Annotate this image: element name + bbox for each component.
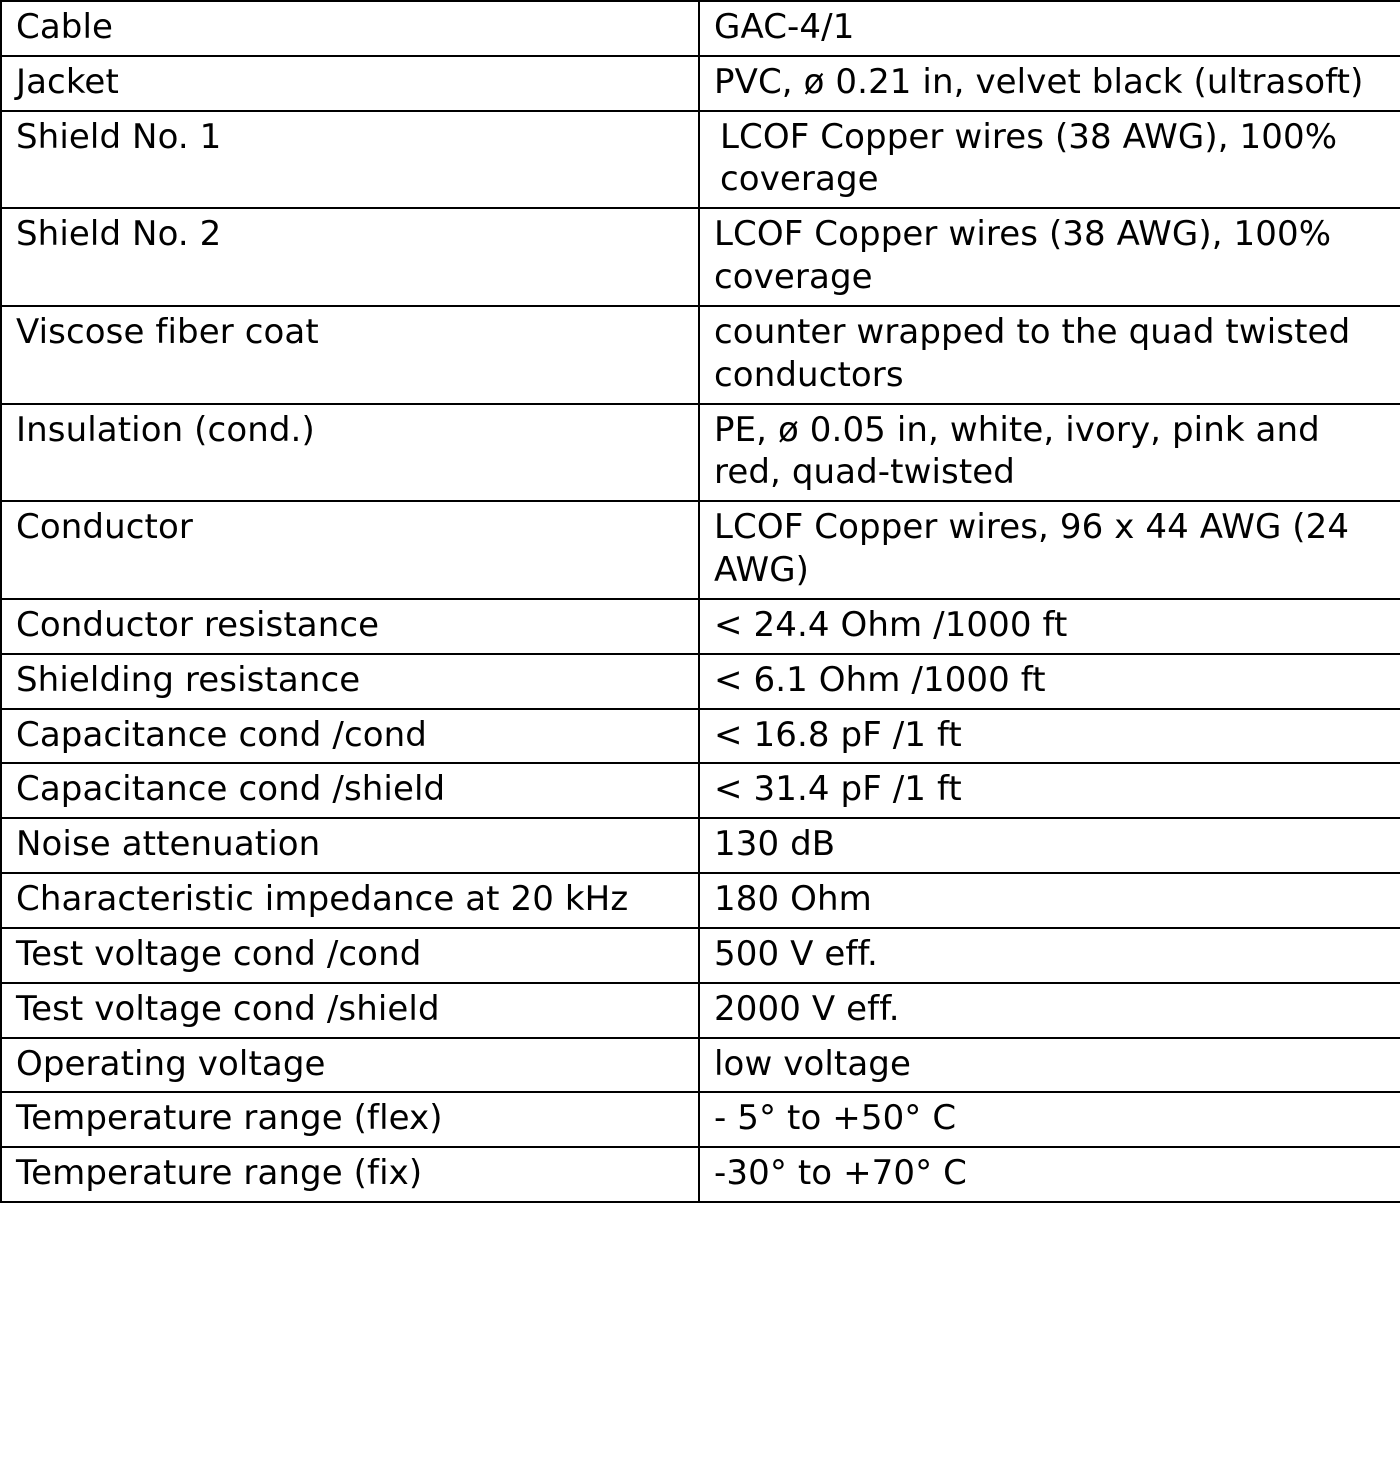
table-row — [1, 599, 1400, 654]
spec-label: Shielding resistance — [1, 654, 699, 709]
spec-value: counter wrapped to the quad twisted conductors — [699, 306, 1400, 404]
table-row — [1, 501, 1400, 599]
spec-label: Noise attenuation — [1, 818, 699, 873]
spec-value: 2000 V eff. — [699, 983, 1400, 1038]
spec-label: Characteristic impedance at 20 kHz — [1, 873, 699, 928]
spec-value: 180 Ohm — [699, 873, 1400, 928]
table-row — [1, 1092, 1400, 1147]
spec-label: Insulation (cond.) — [1, 404, 699, 502]
spec-value: < 31.4 pF /1 ft — [699, 763, 1400, 818]
spec-value: GAC-4/1 — [699, 1, 1400, 56]
table-row — [1, 111, 1400, 209]
spec-value: < 16.8 pF /1 ft — [699, 709, 1400, 764]
spec-label: Capacitance cond /shield — [1, 763, 699, 818]
table-row — [1, 763, 1400, 818]
table-row — [1, 404, 1400, 502]
spec-label: Temperature range (flex) — [1, 1092, 699, 1147]
spec-label: Shield No. 1 — [1, 111, 699, 209]
table-row — [1, 306, 1400, 404]
spec-value: low voltage — [699, 1038, 1400, 1093]
spec-label: Test voltage cond /shield — [1, 983, 699, 1038]
spec-value: 500 V eff. — [699, 928, 1400, 983]
table-row — [1, 928, 1400, 983]
table-row — [1, 873, 1400, 928]
table-row — [1, 1038, 1400, 1093]
spec-value: LCOF Copper wires (38 AWG), 100% coverage — [699, 208, 1400, 306]
spec-label: Test voltage cond /cond — [1, 928, 699, 983]
table-row — [1, 1147, 1400, 1202]
table-row — [1, 983, 1400, 1038]
spec-value: 130 dB — [699, 818, 1400, 873]
spec-label: Cable — [1, 1, 699, 56]
spec-value: PE, ø 0.05 in, white, ivory, pink and red, quad-twisted — [699, 404, 1400, 502]
table-row — [1, 654, 1400, 709]
spec-value: LCOF Copper wires, 96 x 44 AWG (24 AWG) — [699, 501, 1400, 599]
spec-label: Jacket — [1, 56, 699, 111]
spec-value: - 5° to +50° C — [699, 1092, 1400, 1147]
spec-value: LCOF Copper wires (38 AWG), 100% coverage — [699, 111, 1400, 209]
spec-value: < 24.4 Ohm /1000 ft — [699, 599, 1400, 654]
spec-value: PVC, ø 0.21 in, velvet black (ultrasoft) — [699, 56, 1400, 111]
table-row — [1, 56, 1400, 111]
spec-label: Conductor — [1, 501, 699, 599]
spec-label: Operating voltage — [1, 1038, 699, 1093]
table-row — [1, 208, 1400, 306]
table-row — [1, 1, 1400, 56]
table-row — [1, 709, 1400, 764]
spec-label: Viscose fiber coat — [1, 306, 699, 404]
spec-label: Temperature range (fix) — [1, 1147, 699, 1202]
spec-label: Capacitance cond /cond — [1, 709, 699, 764]
spec-label: Conductor resistance — [1, 599, 699, 654]
spec-value: -30° to +70° C — [699, 1147, 1400, 1202]
spec-value: < 6.1 Ohm /1000 ft — [699, 654, 1400, 709]
table-row — [1, 818, 1400, 873]
table-body — [1, 1, 1400, 1202]
spec-label: Shield No. 2 — [1, 208, 699, 306]
